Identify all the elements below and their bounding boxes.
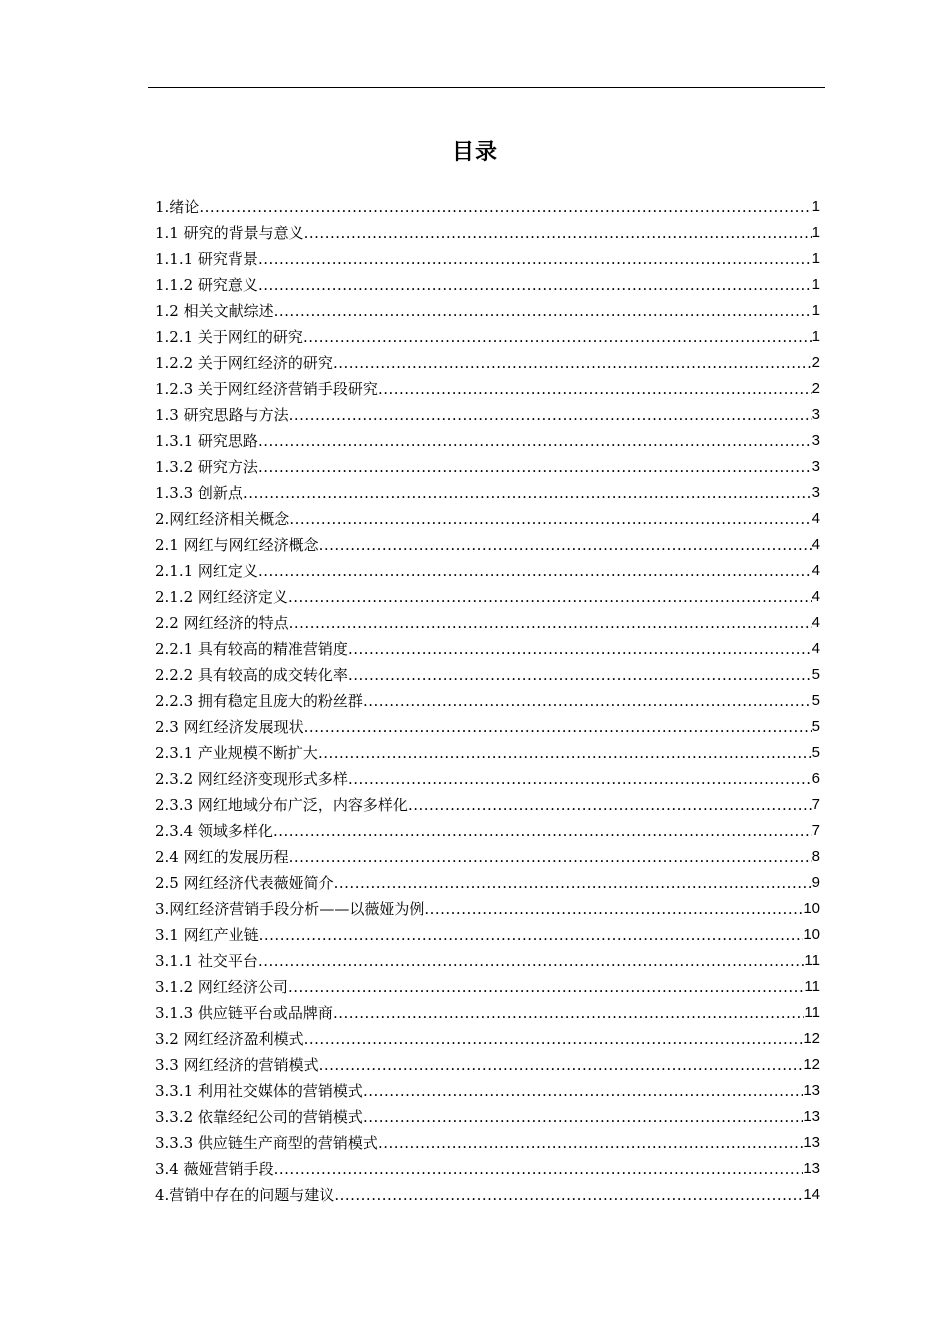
toc-entry[interactable] — [155, 1130, 820, 1156]
toc-entry-label: 1.2.3 关于网红经济营销手段研究 — [155, 380, 378, 398]
toc-entry-page-number: 5 — [811, 666, 820, 683]
toc-entry[interactable] — [155, 792, 820, 818]
toc-entry[interactable] — [155, 948, 820, 974]
toc-entry-label: 1.3.3 创新点 — [155, 484, 243, 502]
toc-entry-page-number: 3 — [811, 406, 820, 423]
toc-entry[interactable] — [155, 1026, 820, 1052]
toc-entry-label: 1.1 研究的背景与意义 — [155, 224, 304, 242]
toc-entry[interactable] — [155, 584, 820, 610]
toc-entry-page-number: 4 — [811, 588, 820, 605]
toc-entry-page-number: 11 — [804, 952, 820, 969]
toc-entry-page-number: 10 — [803, 926, 820, 943]
toc-entry-label: 1.2.1 关于网红的研究 — [155, 328, 303, 346]
toc-dot-leader — [274, 1156, 804, 1182]
toc-entry-label: 1.3 研究思路与方法 — [155, 406, 289, 424]
toc-dot-leader — [348, 662, 812, 688]
toc-entry[interactable] — [155, 636, 820, 662]
toc-entry-page-number: 4 — [811, 640, 820, 657]
toc-entry-label: 2.3 网红经济发展现状 — [155, 718, 304, 736]
toc-dot-leader — [274, 298, 812, 324]
toc-entry[interactable] — [155, 1000, 820, 1026]
toc-entry-page-number: 4 — [811, 562, 820, 579]
toc-entry-label: 2.1.1 网红定义 — [155, 562, 258, 580]
toc-entry[interactable] — [155, 818, 820, 844]
toc-entry-label: 2.2.2 具有较高的成交转化率 — [155, 666, 348, 684]
toc-dot-leader — [273, 818, 812, 844]
toc-entry-label: 2.2.3 拥有稳定且庞大的粉丝群 — [155, 692, 363, 710]
toc-entry[interactable] — [155, 662, 820, 688]
toc-dot-leader — [289, 844, 812, 870]
toc-entry-page-number: 13 — [803, 1082, 820, 1099]
toc-entry-label: 2.2 网红经济的特点 — [155, 614, 289, 632]
toc-entry-page-number: 12 — [803, 1056, 820, 1073]
toc-entry-label: 3.3.2 依靠经纪公司的营销模式 — [155, 1108, 363, 1126]
toc-dot-leader — [348, 636, 812, 662]
toc-entry-page-number: 3 — [811, 484, 820, 501]
toc-entry[interactable] — [155, 974, 820, 1000]
toc-entry-page-number: 4 — [811, 536, 820, 553]
toc-entry[interactable] — [155, 844, 820, 870]
toc-entry-label: 2.2.1 具有较高的精准营销度 — [155, 640, 348, 658]
toc-entry[interactable] — [155, 272, 820, 298]
toc-entry-page-number: 9 — [811, 874, 820, 891]
toc-entry[interactable] — [155, 428, 820, 454]
toc-entry[interactable] — [155, 194, 820, 220]
toc-dot-leader — [243, 480, 812, 506]
toc-dot-leader — [318, 740, 812, 766]
toc-entry-page-number: 10 — [803, 900, 820, 917]
toc-dot-leader — [289, 402, 812, 428]
toc-entry[interactable] — [155, 246, 820, 272]
toc-entry[interactable] — [155, 532, 820, 558]
toc-entry-label: 1.1.1 研究背景 — [155, 250, 258, 268]
toc-entry-page-number: 7 — [811, 796, 820, 813]
toc-entry-label: 3.网红经济营销手段分析——以薇娅为例 — [155, 900, 425, 918]
toc-entry-label: 3.1.3 供应链平台或品牌商 — [155, 1004, 333, 1022]
toc-entry[interactable] — [155, 1104, 820, 1130]
toc-dot-leader — [258, 428, 812, 454]
toc-entry[interactable] — [155, 350, 820, 376]
toc-entry[interactable] — [155, 922, 820, 948]
toc-entry[interactable] — [155, 870, 820, 896]
toc-entry[interactable] — [155, 1078, 820, 1104]
toc-dot-leader — [424, 896, 803, 922]
toc-entry-page-number: 4 — [811, 614, 820, 631]
toc-list — [155, 194, 820, 1208]
toc-dot-leader — [319, 1052, 804, 1078]
toc-title: 目录 — [451, 140, 498, 165]
toc-entry-page-number: 13 — [803, 1160, 820, 1177]
toc-dot-leader — [304, 714, 812, 740]
toc-entry-page-number: 11 — [804, 978, 820, 995]
toc-entry-label: 2.3.4 领域多样化 — [155, 822, 273, 840]
toc-entry-label: 1.绪论 — [155, 198, 200, 216]
toc-dot-leader — [408, 792, 812, 818]
toc-dot-leader — [363, 688, 812, 714]
toc-entry-page-number: 13 — [803, 1108, 820, 1125]
toc-entry[interactable] — [155, 610, 820, 636]
toc-entry[interactable] — [155, 480, 820, 506]
toc-entry-label: 3.1 网红产业链 — [155, 926, 259, 944]
toc-entry-label: 2.3.1 产业规模不断扩大 — [155, 744, 318, 762]
toc-entry[interactable] — [155, 454, 820, 480]
toc-dot-leader — [304, 220, 812, 246]
toc-entry-page-number: 12 — [803, 1030, 820, 1047]
toc-entry[interactable] — [155, 558, 820, 584]
toc-entry-page-number: 6 — [811, 770, 820, 787]
toc-entry-label: 2.1.2 网红经济定义 — [155, 588, 288, 606]
toc-entry-page-number: 11 — [804, 1004, 820, 1021]
toc-dot-leader — [333, 350, 812, 376]
toc-dot-leader — [363, 1078, 803, 1104]
toc-entry-label: 1.2.2 关于网红经济的研究 — [155, 354, 333, 372]
toc-entry-page-number: 13 — [803, 1134, 820, 1151]
toc-entry-label: 1.1.2 研究意义 — [155, 276, 258, 294]
toc-entry-label: 3.3 网红经济的营销模式 — [155, 1056, 319, 1074]
toc-dot-leader — [319, 532, 812, 558]
toc-entry-page-number: 3 — [811, 432, 820, 449]
toc-dot-leader — [258, 948, 804, 974]
toc-entry-page-number: 1 — [811, 224, 820, 241]
toc-entry-page-number: 8 — [811, 848, 820, 865]
toc-entry-page-number: 3 — [811, 458, 820, 475]
toc-dot-leader — [304, 1026, 804, 1052]
toc-dot-leader — [378, 1130, 803, 1156]
toc-dot-leader — [288, 974, 804, 1000]
toc-entry-page-number: 1 — [811, 276, 820, 293]
toc-dot-leader — [259, 922, 804, 948]
toc-dot-leader — [348, 766, 812, 792]
toc-entry-label: 3.2 网红经济盈利模式 — [155, 1030, 304, 1048]
toc-entry[interactable] — [155, 766, 820, 792]
toc-entry-label: 3.1.1 社交平台 — [155, 952, 258, 970]
toc-dot-leader — [378, 376, 812, 402]
toc-dot-leader — [363, 1104, 803, 1130]
toc-entry-label: 3.3.3 供应链生产商型的营销模式 — [155, 1134, 378, 1152]
toc-entry-label: 2.3.2 网红经济变现形式多样 — [155, 770, 348, 788]
toc-entry-page-number: 5 — [811, 718, 820, 735]
toc-dot-leader — [258, 558, 812, 584]
toc-entry-label: 2.网红经济相关概念 — [155, 510, 290, 528]
toc-entry-label: 2.3.3 网红地域分布广泛，内容多样化 — [155, 796, 408, 814]
toc-dot-leader — [289, 610, 812, 636]
toc-dot-leader — [258, 272, 812, 298]
toc-entry-label: 1.3.2 研究方法 — [155, 458, 258, 476]
toc-entry-page-number: 1 — [811, 302, 820, 319]
header-rule — [148, 87, 825, 88]
toc-entry[interactable] — [155, 1156, 820, 1182]
toc-entry[interactable] — [155, 298, 820, 324]
toc-entry-label: 1.3.1 研究思路 — [155, 432, 258, 450]
toc-entry-label: 2.1 网红与网红经济概念 — [155, 536, 319, 554]
toc-entry-page-number: 4 — [811, 510, 820, 527]
toc-entry-label: 3.1.2 网红经济公司 — [155, 978, 288, 996]
toc-entry-label: 4.营销中存在的问题与建议 — [155, 1186, 335, 1204]
toc-dot-leader — [258, 246, 812, 272]
toc-entry-page-number: 2 — [811, 380, 820, 397]
toc-entry-label: 1.2 相关文献综述 — [155, 302, 274, 320]
toc-entry-label: 2.5 网红经济代表薇娅简介 — [155, 874, 334, 892]
toc-dot-leader — [334, 870, 812, 896]
toc-entry-label: 2.4 网红的发展历程 — [155, 848, 289, 866]
toc-entry-page-number: 1 — [811, 198, 820, 215]
toc-entry-page-number: 1 — [811, 250, 820, 267]
toc-entry[interactable] — [155, 376, 820, 402]
toc-entry-page-number: 5 — [811, 744, 820, 761]
toc-dot-leader — [289, 506, 811, 532]
toc-entry-page-number: 5 — [811, 692, 820, 709]
toc-entry[interactable] — [155, 402, 820, 428]
toc-entry[interactable] — [155, 714, 820, 740]
toc-entry[interactable] — [155, 688, 820, 714]
toc-entry-page-number: 7 — [811, 822, 820, 839]
toc-entry[interactable] — [155, 740, 820, 766]
toc-dot-leader — [303, 324, 812, 350]
toc-entry[interactable] — [155, 896, 820, 922]
toc-entry[interactable] — [155, 1052, 820, 1078]
toc-entry[interactable] — [155, 324, 820, 350]
toc-dot-leader — [334, 1182, 803, 1208]
toc-entry[interactable] — [155, 220, 820, 246]
toc-entry-page-number: 1 — [811, 328, 820, 345]
toc-entry[interactable] — [155, 506, 820, 532]
toc-dot-leader — [288, 584, 812, 610]
toc-dot-leader — [199, 194, 811, 220]
toc-entry-page-number: 2 — [811, 354, 820, 371]
toc-entry[interactable] — [155, 1182, 820, 1208]
toc-entry-label: 3.4 薇娅营销手段 — [155, 1160, 274, 1178]
toc-entry-page-number: 14 — [803, 1186, 820, 1203]
toc-dot-leader — [333, 1000, 804, 1026]
toc-entry-label: 3.3.1 利用社交媒体的营销模式 — [155, 1082, 363, 1100]
toc-dot-leader — [258, 454, 812, 480]
